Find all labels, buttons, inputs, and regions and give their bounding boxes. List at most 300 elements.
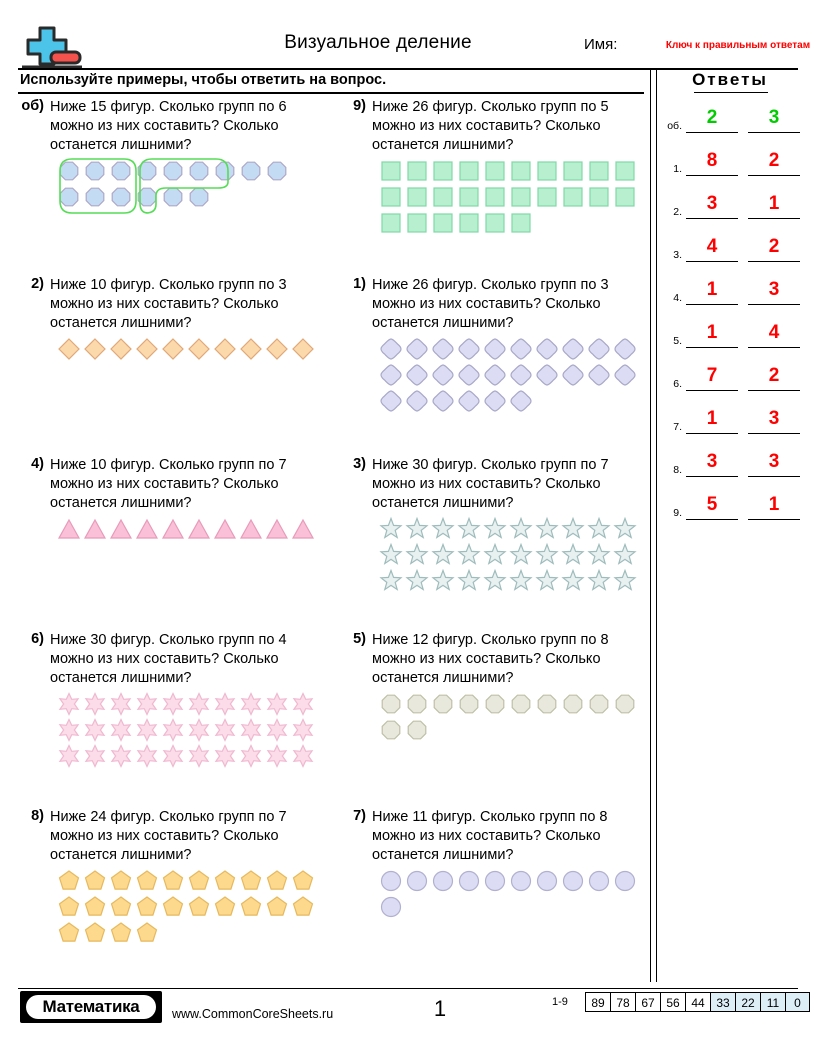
star5-icon (430, 516, 456, 542)
star6-icon (264, 691, 290, 717)
diamond-icon (108, 336, 134, 362)
star6-icon (160, 691, 186, 717)
octagon-icon (586, 691, 612, 717)
star6-icon (108, 743, 134, 769)
club-icon (586, 336, 612, 362)
shape-row (378, 691, 640, 717)
diamond-icon (212, 336, 238, 362)
star5-icon (534, 568, 560, 594)
star6-icon (108, 691, 134, 717)
octagon-icon (378, 717, 404, 743)
octagon-icon (134, 184, 160, 210)
star5-icon (534, 516, 560, 542)
square-icon (560, 184, 586, 210)
pentagon-icon (264, 868, 290, 894)
shape-row (378, 388, 640, 414)
answer-groups-value[interactable]: 3 (686, 448, 738, 477)
square-icon (456, 210, 482, 236)
answer-row-label: 6. (673, 378, 682, 390)
scale-box: 67 (635, 992, 660, 1012)
problem-text: Ниже 30 фигур. Сколько групп по 4 можно из них составить? Сколько останется лишними? (50, 632, 287, 686)
answer-groups-value[interactable]: 1 (686, 405, 738, 434)
shape-row (378, 717, 640, 743)
pentagon-icon (186, 868, 212, 894)
star6-icon (56, 717, 82, 743)
triangle-icon (134, 516, 160, 542)
square-icon (430, 158, 456, 184)
instructions-divider (18, 92, 644, 94)
page-number: 1 (433, 996, 447, 1021)
star6-icon (212, 691, 238, 717)
triangle-icon (186, 516, 212, 542)
star6-icon (186, 691, 212, 717)
scale-box: 0 (785, 992, 810, 1012)
pentagon-icon (108, 868, 134, 894)
pentagon-icon (56, 894, 82, 920)
answer-key-label: Ключ к правильным ответам (665, 40, 811, 51)
instructions-text: Используйте примеры, чтобы ответить на вопрос. (20, 72, 387, 88)
answer-key-column (660, 104, 805, 534)
octagon-icon (186, 184, 212, 210)
octagon-icon (56, 158, 82, 184)
scale-box: 44 (685, 992, 710, 1012)
answer-remainder-value[interactable]: 4 (748, 319, 800, 348)
star5-icon (430, 542, 456, 568)
star6-icon (160, 717, 186, 743)
octagon-icon (186, 158, 212, 184)
octagon-icon (378, 691, 404, 717)
problem-number: 2) (31, 276, 44, 292)
shape-row (56, 743, 318, 769)
answer-row-label: 7. (673, 421, 682, 433)
pentagon-icon (82, 894, 108, 920)
shape-group (378, 336, 640, 414)
shape-row (56, 184, 318, 210)
square-icon (586, 184, 612, 210)
octagon-icon (212, 158, 238, 184)
square-icon (560, 158, 586, 184)
problem-number: 8) (31, 808, 44, 824)
answer-groups-value[interactable]: 2 (686, 104, 738, 133)
square-icon (378, 184, 404, 210)
club-icon (378, 388, 404, 414)
answers-heading: Ответы (692, 70, 768, 89)
square-icon (404, 158, 430, 184)
circle-icon (534, 868, 560, 894)
octagon-icon (404, 717, 430, 743)
octagon-icon (108, 184, 134, 210)
shape-row (56, 920, 318, 946)
star6-icon (264, 743, 290, 769)
club-icon (456, 362, 482, 388)
square-icon (404, 184, 430, 210)
answer-row-label: 4. (673, 292, 682, 304)
brand-logo (20, 991, 162, 1023)
answers-heading-underline (694, 92, 768, 93)
scale-box: 89 (585, 992, 610, 1012)
problem-number: 1) (353, 276, 366, 292)
shape-row (378, 362, 640, 388)
shape-group (378, 868, 640, 920)
pentagon-icon (238, 868, 264, 894)
problem-number: об) (21, 98, 44, 114)
shape-row (378, 184, 640, 210)
shape-row (56, 691, 318, 717)
pentagon-icon (82, 868, 108, 894)
answer-row (660, 319, 805, 362)
pentagon-icon (212, 868, 238, 894)
square-icon (612, 184, 638, 210)
circle-icon (378, 868, 404, 894)
answer-remainder-value[interactable]: 3 (748, 276, 800, 305)
square-icon (404, 210, 430, 236)
problem-text: Ниже 10 фигур. Сколько групп по 7 можно из них составить? Сколько останется лишними? (50, 457, 287, 511)
club-icon (560, 336, 586, 362)
circle-icon (586, 868, 612, 894)
star5-icon (612, 542, 638, 568)
octagon-icon (612, 691, 638, 717)
octagon-icon (160, 158, 186, 184)
star6-icon (290, 691, 316, 717)
star6-icon (186, 717, 212, 743)
star5-icon (378, 516, 404, 542)
club-icon (404, 388, 430, 414)
triangle-icon (238, 516, 264, 542)
name-label: Имя: (584, 36, 618, 53)
scale-box: 56 (660, 992, 685, 1012)
shape-row (56, 894, 318, 920)
club-icon (430, 388, 456, 414)
diamond-icon (82, 336, 108, 362)
pentagon-icon (108, 920, 134, 946)
answer-row (660, 276, 805, 319)
square-icon (508, 210, 534, 236)
star6-icon (212, 717, 238, 743)
scale-range-label: 1-9 (552, 996, 568, 1008)
shape-row (378, 336, 640, 362)
answer-groups-value[interactable]: 4 (686, 233, 738, 262)
problem-text: Ниже 10 фигур. Сколько групп по 3 можно из них составить? Сколько останется лишними? (50, 277, 287, 331)
square-icon (482, 184, 508, 210)
shape-group (56, 158, 318, 210)
shape-group (56, 516, 318, 542)
star6-icon (238, 717, 264, 743)
star5-icon (612, 516, 638, 542)
problem-number: 5) (353, 631, 366, 647)
octagon-icon (134, 158, 160, 184)
club-icon (404, 336, 430, 362)
problem-text: Ниже 11 фигур. Сколько групп по 8 можно из них составить? Сколько останется лишними? (372, 809, 608, 863)
octagon-icon (456, 691, 482, 717)
shape-group (56, 868, 318, 946)
pentagon-icon (134, 894, 160, 920)
star6-icon (290, 717, 316, 743)
square-icon (534, 184, 560, 210)
triangle-icon (56, 516, 82, 542)
club-icon (430, 336, 456, 362)
answer-row (660, 104, 805, 147)
star6-icon (160, 743, 186, 769)
club-icon (508, 362, 534, 388)
star5-icon (482, 542, 508, 568)
shape-row (378, 210, 640, 236)
star6-icon (82, 717, 108, 743)
star6-icon (134, 743, 160, 769)
plus-minus-icon (18, 24, 84, 70)
problems-grid (18, 98, 644, 968)
star5-icon (378, 568, 404, 594)
circle-icon (482, 868, 508, 894)
shape-group (56, 336, 318, 362)
club-icon (586, 362, 612, 388)
star5-icon (534, 542, 560, 568)
pentagon-icon (160, 894, 186, 920)
octagon-icon (264, 158, 290, 184)
shape-group (378, 158, 640, 236)
star6-icon (238, 691, 264, 717)
diamond-icon (134, 336, 160, 362)
answer-row-label: об. (667, 120, 682, 132)
club-icon (534, 336, 560, 362)
shape-row (56, 717, 318, 743)
star6-icon (56, 691, 82, 717)
problem-number: 6) (31, 631, 44, 647)
star5-icon (378, 542, 404, 568)
pentagon-icon (134, 920, 160, 946)
answer-groups-value[interactable]: 1 (686, 276, 738, 305)
answer-remainder-value[interactable]: 2 (748, 233, 800, 262)
answer-remainder-value[interactable]: 3 (748, 448, 800, 477)
club-icon (508, 388, 534, 414)
shape-group (378, 516, 640, 594)
shape-row (378, 542, 640, 568)
club-icon (560, 362, 586, 388)
octagon-icon (238, 158, 264, 184)
club-icon (482, 388, 508, 414)
triangle-icon (264, 516, 290, 542)
star5-icon (456, 516, 482, 542)
octagon-icon (560, 691, 586, 717)
shape-row (56, 868, 318, 894)
square-icon (430, 210, 456, 236)
diamond-icon (264, 336, 290, 362)
brand-label: Математика (26, 995, 156, 1019)
square-icon (534, 158, 560, 184)
answer-groups-value[interactable]: 8 (686, 147, 738, 176)
square-icon (378, 158, 404, 184)
answer-row (660, 405, 805, 448)
square-icon (508, 184, 534, 210)
circle-icon (378, 894, 404, 920)
answer-row-label: 1. (673, 163, 682, 175)
pentagon-icon (290, 868, 316, 894)
pentagon-icon (290, 894, 316, 920)
column-divider (650, 70, 657, 982)
club-icon (378, 362, 404, 388)
problem-number: 4) (31, 456, 44, 472)
circle-icon (612, 868, 638, 894)
diamond-icon (290, 336, 316, 362)
answer-groups-value[interactable]: 5 (686, 491, 738, 520)
club-icon (456, 336, 482, 362)
club-icon (482, 336, 508, 362)
answer-remainder-value[interactable]: 1 (748, 190, 800, 219)
pentagon-icon (212, 894, 238, 920)
problem-text: Ниже 26 фигур. Сколько групп по 5 можно из них составить? Сколько останется лишними? (372, 99, 609, 153)
star5-icon (482, 516, 508, 542)
shape-row (378, 158, 640, 184)
star5-icon (612, 568, 638, 594)
star5-icon (404, 516, 430, 542)
shape-row (56, 158, 318, 184)
star5-icon (456, 568, 482, 594)
club-icon (482, 362, 508, 388)
square-icon (508, 158, 534, 184)
page-title: Визуальное деление (284, 32, 472, 53)
answer-row (660, 491, 805, 534)
answer-row (660, 190, 805, 233)
answer-row (660, 233, 805, 276)
answer-row-label: 8. (673, 464, 682, 476)
pentagon-icon (82, 920, 108, 946)
star5-icon (560, 568, 586, 594)
club-icon (378, 336, 404, 362)
octagon-icon (160, 184, 186, 210)
octagon-icon (508, 691, 534, 717)
answer-remainder-value[interactable]: 2 (748, 362, 800, 391)
circle-icon (404, 868, 430, 894)
circle-icon (508, 868, 534, 894)
club-icon (404, 362, 430, 388)
star5-icon (560, 516, 586, 542)
octagon-icon (404, 691, 430, 717)
triangle-icon (212, 516, 238, 542)
triangle-icon (290, 516, 316, 542)
star6-icon (238, 743, 264, 769)
answer-row-label: 2. (673, 206, 682, 218)
square-icon (482, 158, 508, 184)
answer-row-label: 9. (673, 507, 682, 519)
pentagon-icon (160, 868, 186, 894)
club-icon (430, 362, 456, 388)
shape-row (378, 894, 640, 920)
scale-box: 22 (735, 992, 760, 1012)
problem-text: Ниже 12 фигур. Сколько групп по 8 можно из них составить? Сколько останется лишними? (372, 632, 609, 686)
star5-icon (456, 542, 482, 568)
octagon-icon (430, 691, 456, 717)
problem-number: 7) (353, 808, 366, 824)
square-icon (456, 184, 482, 210)
octagon-icon (108, 158, 134, 184)
problem-text: Ниже 26 фигур. Сколько групп по 3 можно из них составить? Сколько останется лишними? (372, 277, 609, 331)
star5-icon (586, 568, 612, 594)
problem-text: Ниже 30 фигур. Сколько групп по 7 можно из них составить? Сколько останется лишними? (372, 457, 609, 511)
answer-groups-value[interactable]: 1 (686, 319, 738, 348)
problem-number: 3) (353, 456, 366, 472)
circle-icon (560, 868, 586, 894)
pentagon-icon (56, 920, 82, 946)
star6-icon (212, 743, 238, 769)
answer-groups-value[interactable]: 7 (686, 362, 738, 391)
club-icon (456, 388, 482, 414)
shape-row (378, 516, 640, 542)
answer-row-label: 3. (673, 249, 682, 261)
star5-icon (508, 568, 534, 594)
shape-row (378, 568, 640, 594)
scale-box: 11 (760, 992, 785, 1012)
pentagon-icon (108, 894, 134, 920)
answer-remainder-value[interactable]: 3 (748, 405, 800, 434)
footer-divider (18, 988, 798, 989)
answer-groups-value[interactable]: 3 (686, 190, 738, 219)
circle-icon (430, 868, 456, 894)
shape-row (378, 868, 640, 894)
problem-text: Ниже 15 фигур. Сколько групп по 6 можно из них составить? Сколько останется лишними? (50, 99, 287, 153)
star5-icon (508, 516, 534, 542)
problem-number: 9) (353, 98, 366, 114)
answer-remainder-value[interactable]: 1 (748, 491, 800, 520)
answer-row-label: 5. (673, 335, 682, 347)
star5-icon (586, 542, 612, 568)
answer-row (660, 362, 805, 405)
scale-box: 33 (710, 992, 735, 1012)
star5-icon (508, 542, 534, 568)
star6-icon (134, 691, 160, 717)
star6-icon (290, 743, 316, 769)
square-icon (430, 184, 456, 210)
pentagon-icon (186, 894, 212, 920)
triangle-icon (160, 516, 186, 542)
club-icon (534, 362, 560, 388)
star6-icon (82, 691, 108, 717)
star6-icon (134, 717, 160, 743)
octagon-icon (82, 158, 108, 184)
club-icon (612, 336, 638, 362)
pentagon-icon (264, 894, 290, 920)
star5-icon (430, 568, 456, 594)
shape-group (378, 691, 640, 743)
octagon-icon (482, 691, 508, 717)
star6-icon (108, 717, 134, 743)
octagon-icon (534, 691, 560, 717)
diamond-icon (238, 336, 264, 362)
star6-icon (264, 717, 290, 743)
answer-remainder-value[interactable]: 3 (748, 104, 800, 133)
shape-row (56, 516, 318, 542)
club-icon (508, 336, 534, 362)
circle-icon (456, 868, 482, 894)
answer-remainder-value[interactable]: 2 (748, 147, 800, 176)
website-url: www.CommonCoreSheets.ru (172, 1007, 334, 1021)
square-icon (586, 158, 612, 184)
shape-group (56, 691, 318, 769)
problem-text: Ниже 24 фигур. Сколько групп по 7 можно из них составить? Сколько останется лишними? (50, 809, 287, 863)
answer-row (660, 448, 805, 491)
diamond-icon (160, 336, 186, 362)
diamond-icon (186, 336, 212, 362)
pentagon-icon (56, 868, 82, 894)
club-icon (612, 362, 638, 388)
pentagon-icon (238, 894, 264, 920)
octagon-icon (56, 184, 82, 210)
triangle-icon (108, 516, 134, 542)
star5-icon (404, 568, 430, 594)
grading-scale (585, 992, 810, 1012)
square-icon (482, 210, 508, 236)
diamond-icon (56, 336, 82, 362)
star5-icon (482, 568, 508, 594)
answer-row (660, 147, 805, 190)
